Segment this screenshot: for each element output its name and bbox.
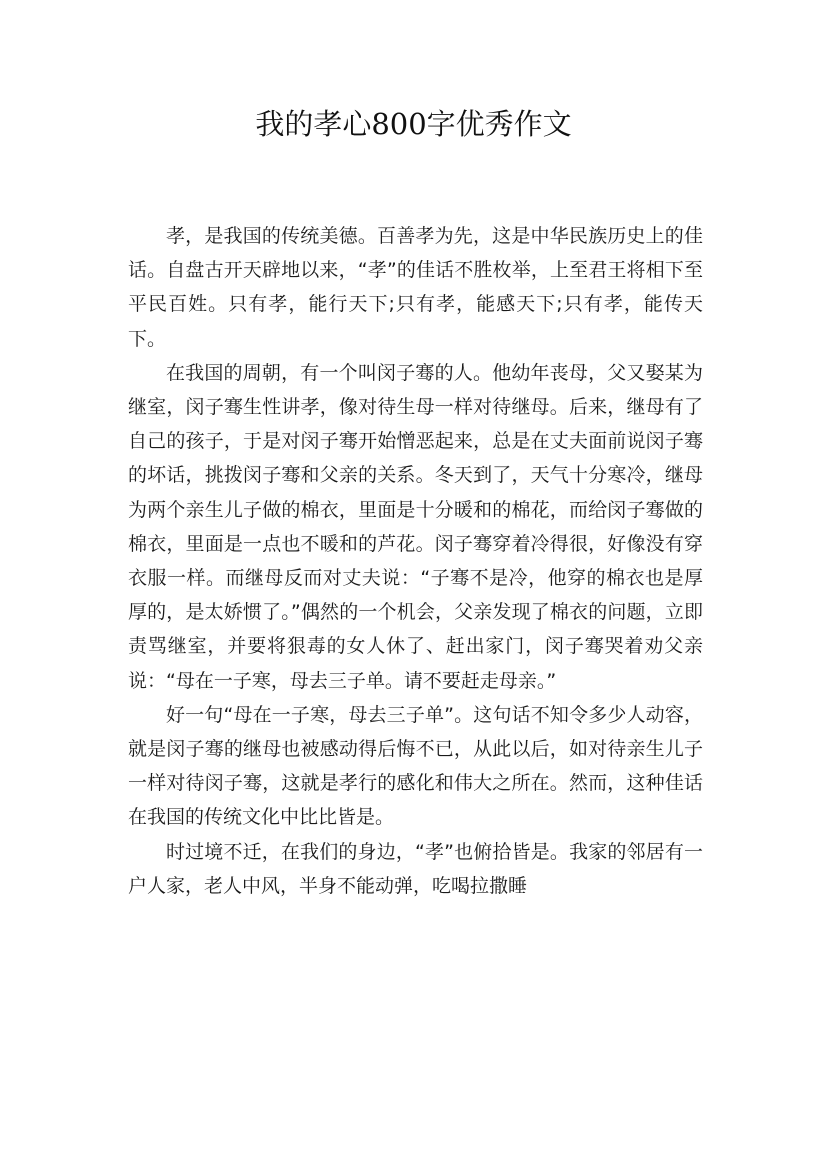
paragraph-4: 时过境不迁，在我们的身边，“孝”也俯拾皆是。我家的邻居有一户人家，老人中风，半身不能动弹，吃喝拉撒睡 <box>128 840 703 897</box>
document-title: 我的孝心800字优秀作文 <box>255 107 572 141</box>
paragraph-2: 在我国的周朝，有一个叫闵子骞的人。他幼年丧母，父又娶某为继室，闵子骞生性讲孝，像对待生母一样对待继母。后来，继母有了自己的孩子，于是对闵子骞开始憎恶起来，总是在丈夫面前说闵子骞的坏话，挑拨闵子骞和父亲的关系。冬天到了，天气十分寒冷，继母为两个亲生儿子做的棉衣，里面是十分暖和的棉花，而给闵子骞做的棉衣，里面是一点也不暖和的芦花。闵子骞穿着冷得很，好像没有穿衣服一样。而继母反而对丈夫说：“子骞不是冷，他穿的棉衣也是厚厚的，是太娇惯了。”偶然的一个机会，父亲发现了棉衣的问题，立即责骂继室，并要将狠毒的女人休了、赶出家门，闵子骞哭着劝父亲说：“母在一子寒，母去三子单。请不要赶走母亲。” <box>128 361 703 692</box>
paragraph-1: 孝，是我国的传统美德。百善孝为先，这是中华民族历史上的佳话。自盘古开天辟地以来，“孝”的佳话不胜枚举，上至君王将相下至平民百姓。只有孝，能行天下;只有孝，能感天下;只有孝，能传天下。 <box>128 225 703 350</box>
paragraph-3: 好一句“母在一子寒，母去三子单”。这句话不知令多少人动容，就是闵子骞的继母也被感动得后悔不已，从此以后，如对待亲生儿子一样对待闵子骞，这就是孝行的感化和伟大之所在。然而，这种佳话在我国的传统文化中比比皆是。 <box>128 703 703 829</box>
document-body <box>128 219 703 903</box>
